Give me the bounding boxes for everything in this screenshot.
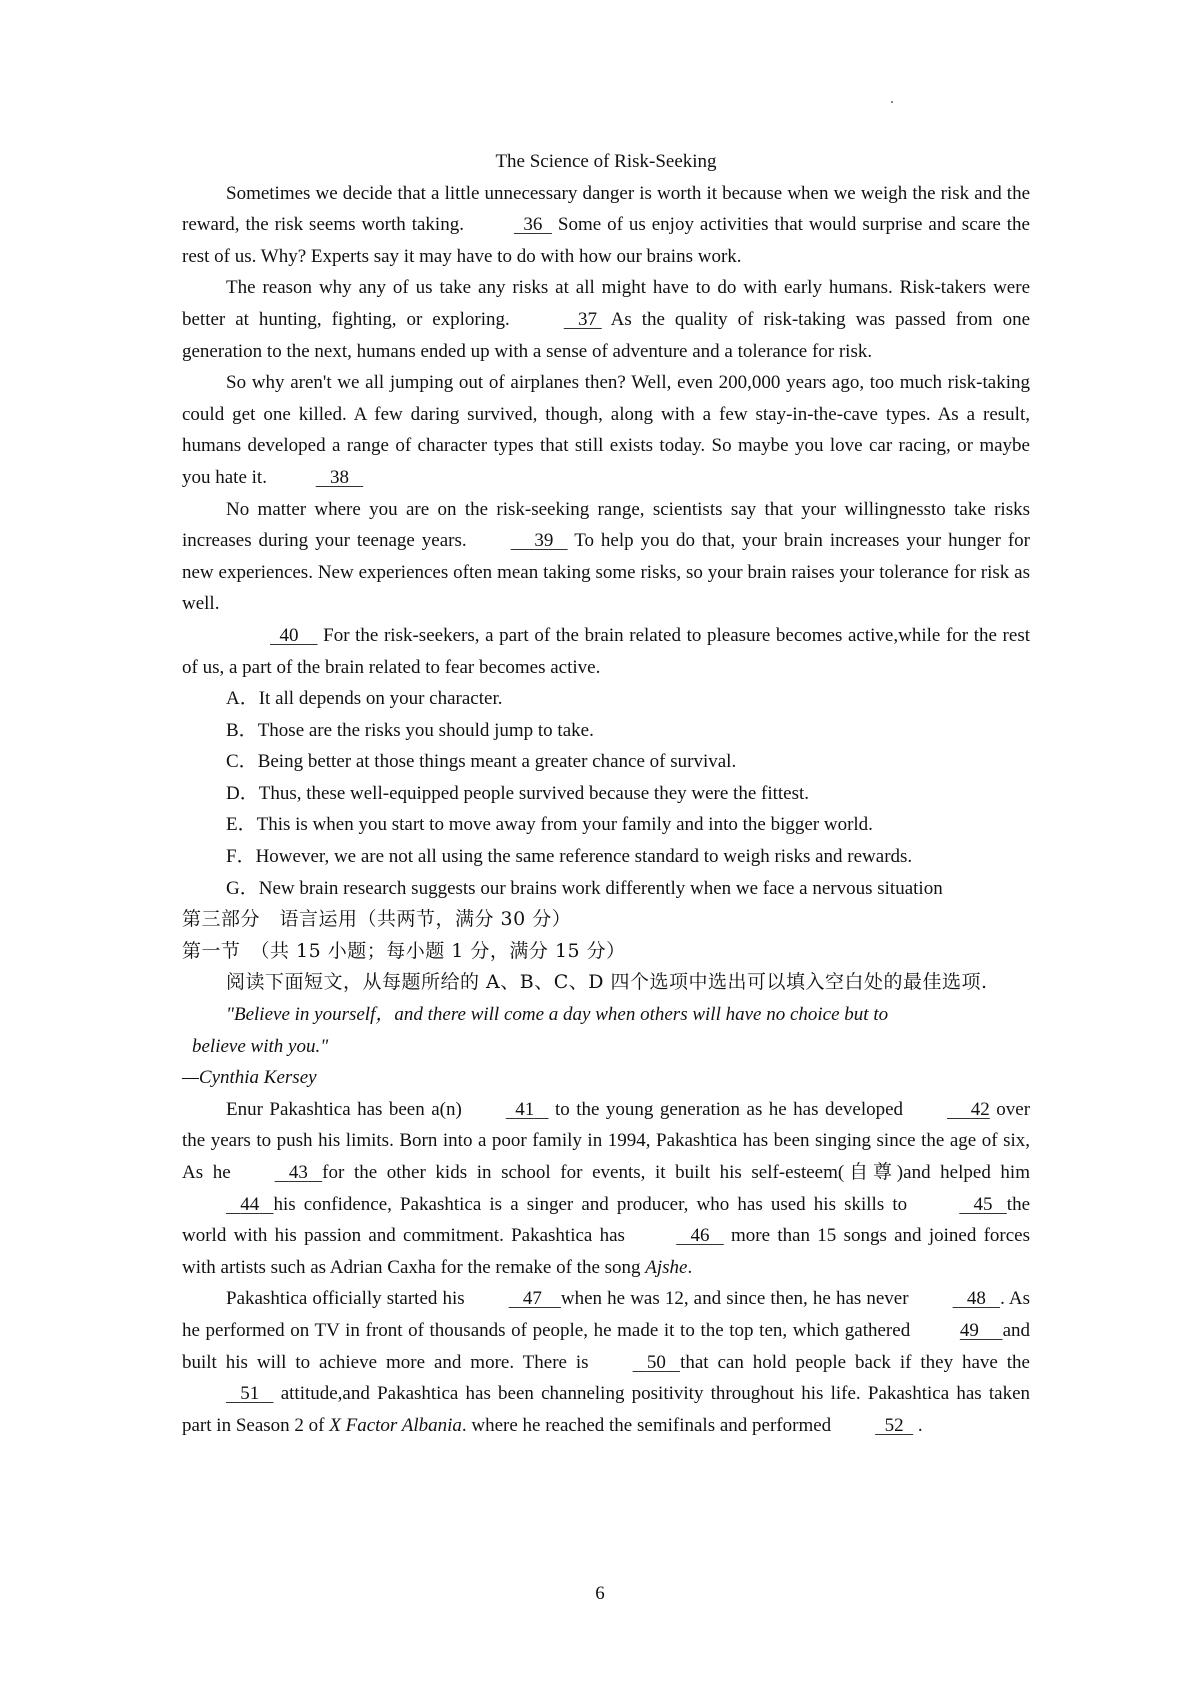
blank-45[interactable]: 45 [973, 1193, 993, 1215]
option-g[interactable] [182, 873, 1030, 905]
paragraph-text: and built his will to achieve more and more. There is [182, 1319, 1031, 1373]
section-heading: 第三部分 语言运用（共两节，满分 30 分） [182, 908, 572, 931]
paragraph-text: . As he performed on TV in front of thousands of people, he made it to the top ten, which gathered [182, 1288, 1030, 1341]
paragraph-text: more than 15 songs and joined forces with artists such as Adrian Caxha for the remake of the song [182, 1225, 1030, 1278]
paragraph-text: for the other kids in school for events, it built his self-esteem(自尊)and helped him [322, 1162, 1030, 1183]
option-letter: B． [226, 719, 258, 741]
quote-attribution: —Cynthia Kersey [182, 1067, 317, 1089]
blank-50[interactable]: 50 [646, 1351, 666, 1373]
option-text: This is when you start to move away from your family and into the bigger world. [256, 814, 873, 836]
blank-42[interactable]: 42 [970, 1098, 990, 1120]
option-d[interactable] [182, 778, 1030, 810]
paragraph-text: when he was 12, and since then, he has never [560, 1288, 909, 1310]
option-text: Those are the risks you should jump to take. [257, 719, 594, 741]
blank-41[interactable]: 41 [515, 1098, 535, 1120]
section-instruction: 阅读下面短文，从每题所给的 A、B、C、D 四个选项中选出可以填入空白处的最佳选项. [226, 971, 988, 994]
punctuation: . [687, 1256, 693, 1278]
scan-dot-mark [891, 101, 893, 103]
blank-46[interactable]: 46 [690, 1225, 710, 1247]
paragraph-4 [182, 494, 1030, 620]
blank-37[interactable]: 37 [578, 308, 597, 330]
option-f[interactable] [182, 841, 1030, 873]
option-text: Being better at those things meant a greater chance of survival. [257, 751, 737, 773]
option-text: However, we are not all using the same reference standard to weigh risks and rewards. [255, 846, 913, 868]
paragraph-2 [182, 272, 1030, 367]
paragraph-text: over the years to push his limits. Born into a poor family in 1994, Pakashtica has been singing since the age of six, As he [182, 1098, 1031, 1183]
option-letter: A． [226, 688, 259, 710]
paragraph-text: his confidence, Pakashtica is a singer and producer, who has used his skills to [273, 1193, 908, 1215]
blank-47[interactable]: 47 [522, 1288, 542, 1310]
paragraph-text: To help you do that, your brain increases your hunger for new experiences. New experiences often mean taking some risks, so your brain raises your tolerance for risk as well. [182, 530, 1030, 615]
show-title: X Factor Albania [329, 1414, 462, 1436]
document-page [182, 146, 1030, 1441]
option-text: New brain research suggests our brains work differently when we face a nervous situation [258, 877, 943, 899]
paragraph-text: Sometimes we decide that a little unnecessary danger is worth it because when we weigh the risk and the reward, the risk seems worth taking. [182, 182, 1030, 236]
song-title: Ajshe [645, 1256, 688, 1278]
quote-line-2: believe with you." [192, 1035, 329, 1057]
paragraph-text: The reason why any of us take any risks at all might have to do with early humans. Risk-takers were better at hunting, fighting, or exploring. [182, 277, 1030, 330]
blank-43[interactable]: 43 [288, 1162, 308, 1183]
blank-36[interactable]: 36 [523, 214, 543, 236]
quote-line-1: "Believe in yourself，and there will come a day when others will have no choice but to [226, 1004, 889, 1026]
option-e[interactable] [182, 809, 1030, 841]
paragraph-text: No matter where you are on the risk-seeking range, scientists say that your willingnessto take risks increases during your teenage years. [182, 498, 1030, 552]
option-letter: C． [226, 751, 258, 773]
paragraph-text: the world with his passion and commitment. Pakashtica has [182, 1193, 1031, 1247]
passage-title: The Science of Risk-Seeking [495, 151, 717, 172]
option-a[interactable] [182, 683, 1030, 715]
blank-48[interactable]: 48 [966, 1288, 986, 1310]
cloze-paragraph-2 [182, 1283, 1030, 1441]
option-letter: D． [226, 782, 259, 804]
option-b[interactable] [182, 715, 1030, 747]
paragraph-text: Pakashtica officially started his [226, 1288, 465, 1310]
option-letter: G． [226, 877, 259, 899]
blank-39[interactable]: 39 [534, 530, 554, 552]
paragraph-text: As the quality of risk-taking was passed from one generation to the next, humans ended up with a sense of adventure and a tolerance for risk. [182, 308, 1031, 362]
page-number: 6 [595, 1583, 605, 1604]
blank-38[interactable]: 38 [329, 466, 349, 488]
paragraph-text: Some of us enjoy activities that would surprise and scare the rest of us. Why? Experts say it may have to do with how our brains work. [182, 214, 1030, 267]
option-letter: F． [226, 846, 256, 868]
option-c[interactable] [182, 746, 1030, 778]
option-letter: E． [226, 814, 257, 836]
paragraph-text: that can hold people back if they have the [680, 1351, 1030, 1373]
blank-40[interactable]: 40 [279, 624, 299, 646]
paragraph-text: attitude,and Pakashtica has been channeling positivity throughout his life. Pakashtica has taken part in Season 2 of [182, 1383, 1030, 1436]
blank-44[interactable]: 44 [240, 1193, 260, 1215]
paragraph-text: . where he reached the semifinals and performed [461, 1414, 832, 1436]
option-text: It all depends on your character. [258, 688, 503, 710]
options-list [182, 683, 1030, 904]
paragraph-text: So why aren't we all jumping out of airplanes then? Well, even 200,000 years ago, too much risk-taking could get one killed. A few daring survived, though, along with a few stay-in-the-cave types. As a result, humans developed a range of character types that still exists today. So maybe you love car racing, or maybe you hate it. [182, 372, 1030, 488]
paragraph-text: For the risk-seekers, a part of the brain related to pleasure becomes active,while for the rest of us, a part of the brain related to fear becomes active. [182, 624, 1030, 678]
paragraph-text: Enur Pakashtica has been a(n) [226, 1098, 462, 1120]
option-text: Thus, these well-equipped people survived because they were the fittest. [258, 782, 810, 804]
paragraph-1 [182, 178, 1030, 273]
cloze-paragraph-1 [182, 1094, 1030, 1284]
blank-51[interactable]: 51 [240, 1383, 260, 1405]
section-subheading: 第一节 （共 15 小题；每小题 1 分，满分 15 分） [182, 939, 626, 962]
paragraph-text: to the young generation as he has developed [555, 1098, 904, 1120]
blank-52[interactable]: 52 [884, 1414, 904, 1436]
paragraph-5 [182, 620, 1030, 683]
blank-49[interactable]: 49 [959, 1319, 979, 1341]
punctuation: . [917, 1414, 923, 1436]
paragraph-3 [182, 367, 1030, 493]
